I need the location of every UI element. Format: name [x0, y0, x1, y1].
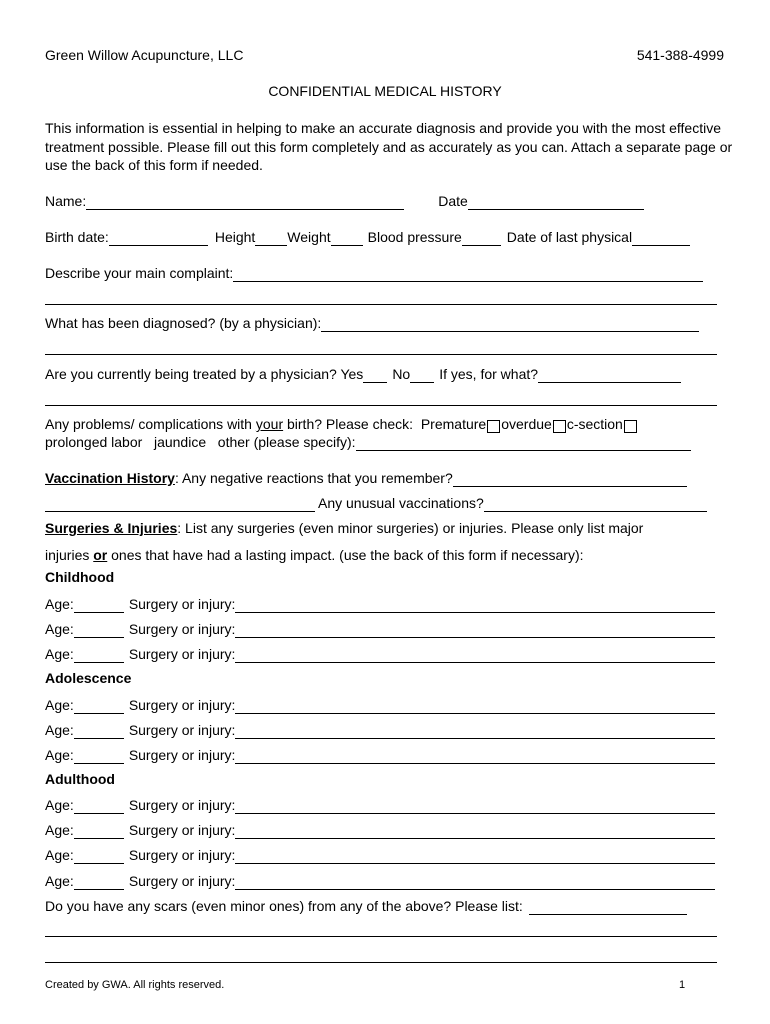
- overdue-checkbox[interactable]: [553, 420, 566, 433]
- age-field[interactable]: [74, 724, 124, 739]
- childhood-heading: Childhood: [45, 569, 115, 585]
- surgery-row: [45, 645, 715, 663]
- treated-no-label: No: [392, 366, 411, 382]
- weight-field[interactable]: [331, 231, 363, 246]
- surgeries-text-1: : List any surgeries (even minor surgeries) or injuries. Please only list major: [177, 520, 644, 536]
- surgery-label: Surgery or injury:: [128, 873, 236, 889]
- age-field[interactable]: [74, 799, 124, 814]
- surgery-label: Surgery or injury:: [128, 621, 236, 637]
- date-label: Date: [438, 193, 468, 209]
- complaint-row: [45, 264, 703, 282]
- surgery-field[interactable]: [235, 824, 715, 839]
- surgery-row: [45, 796, 715, 814]
- scars-field[interactable]: [529, 900, 687, 915]
- footer-credit: Created by GWA. All rights reserved.: [45, 979, 225, 991]
- age-field[interactable]: [74, 648, 124, 663]
- premature-checkbox[interactable]: [487, 420, 500, 433]
- vaccination-row-2: [45, 494, 707, 512]
- surgeries-intro-row-2: [45, 546, 584, 564]
- age-field[interactable]: [74, 849, 124, 864]
- treated-line-2[interactable]: [45, 405, 717, 406]
- treated-for-field[interactable]: [538, 368, 681, 383]
- surgery-label: Surgery or injury:: [128, 596, 236, 612]
- age-field[interactable]: [74, 699, 124, 714]
- blood-pressure-label: Blood pressure: [367, 229, 462, 245]
- scars-line-3[interactable]: [45, 962, 717, 963]
- vitals-row: [45, 228, 690, 246]
- surgery-field[interactable]: [235, 598, 715, 613]
- unusual-vaccinations-label: Any unusual vaccinations?: [318, 495, 484, 511]
- scars-label: Do you have any scars (even minor ones) from any of the above? Please list:: [45, 898, 523, 914]
- surgeries-text-2b: ones that have had a lasting impact. (use the back of this form if necessary):: [107, 547, 584, 563]
- last-physical-label: Date of last physical: [506, 229, 633, 245]
- name-label: Name:: [45, 193, 87, 209]
- age-label: Age:: [45, 873, 74, 889]
- vaccination-row: [45, 469, 687, 487]
- complaint-label: Describe your main complaint:: [45, 265, 234, 281]
- page-number: 1: [679, 979, 686, 991]
- date-field[interactable]: [468, 195, 644, 210]
- overdue-label: overdue: [501, 416, 552, 432]
- surgeries-intro-row: [45, 519, 643, 537]
- name-row: [45, 192, 644, 210]
- csection-label: c-section: [566, 416, 623, 432]
- surgeries-heading: Surgeries & Injuries: [45, 520, 178, 536]
- age-label: Age:: [45, 697, 74, 713]
- surgery-label: Surgery or injury:: [128, 797, 236, 813]
- vaccination-reactions-line-2[interactable]: [45, 497, 315, 512]
- birth-row-2: [45, 433, 691, 451]
- surgery-field[interactable]: [235, 849, 715, 864]
- complaint-line-2[interactable]: [45, 304, 717, 305]
- age-field[interactable]: [74, 875, 124, 890]
- surgery-row: [45, 721, 715, 739]
- surgery-label: Surgery or injury:: [128, 722, 236, 738]
- birth-prefix: Any problems/ complications with: [45, 416, 256, 432]
- age-label: Age:: [45, 822, 74, 838]
- age-field[interactable]: [74, 598, 124, 613]
- age-label: Age:: [45, 621, 74, 637]
- adolescence-heading: Adolescence: [45, 670, 132, 686]
- age-label: Age:: [45, 747, 74, 763]
- unusual-vaccinations-field[interactable]: [484, 497, 707, 512]
- surgery-field[interactable]: [235, 699, 715, 714]
- scars-row: [45, 897, 687, 915]
- complaint-field[interactable]: [233, 267, 703, 282]
- vaccination-question: : Any negative reactions that you remember?: [174, 470, 453, 486]
- birth-suffix: birth? Please check: Premature: [283, 416, 487, 432]
- birth-other-label: prolonged labor jaundice other (please specify):: [45, 434, 356, 450]
- surgery-row: [45, 821, 715, 839]
- surgery-field[interactable]: [235, 648, 715, 663]
- surgery-row: [45, 746, 715, 764]
- scars-line-2[interactable]: [45, 936, 717, 937]
- birth-row: [45, 415, 638, 433]
- surgery-row: [45, 846, 715, 864]
- surgery-field[interactable]: [235, 799, 715, 814]
- birth-date-label: Birth date:: [45, 229, 109, 245]
- birth-date-field[interactable]: [109, 231, 208, 246]
- age-label: Age:: [45, 847, 74, 863]
- vaccination-heading: Vaccination History: [45, 470, 175, 486]
- surgery-label: Surgery or injury:: [128, 646, 236, 662]
- surgery-label: Surgery or injury:: [128, 747, 236, 763]
- form-title: CONFIDENTIAL MEDICAL HISTORY: [268, 83, 502, 99]
- company-name: Green Willow Acupuncture, LLC: [45, 47, 244, 63]
- vaccination-reactions-field[interactable]: [453, 472, 687, 487]
- surgery-field[interactable]: [235, 875, 715, 890]
- birth-other-field[interactable]: [356, 436, 691, 451]
- diagnosed-row: [45, 314, 699, 332]
- csection-checkbox[interactable]: [624, 420, 637, 433]
- surgery-row: [45, 595, 715, 613]
- surgery-row: [45, 872, 715, 890]
- age-label: Age:: [45, 722, 74, 738]
- surgery-label: Surgery or injury:: [128, 822, 236, 838]
- company-phone: 541-388-4999: [636, 47, 724, 63]
- age-field[interactable]: [74, 749, 124, 764]
- surgery-field[interactable]: [235, 724, 715, 739]
- age-label: Age:: [45, 797, 74, 813]
- treated-row: [45, 365, 681, 383]
- treated-yes-field[interactable]: [363, 368, 387, 383]
- surgery-field[interactable]: [235, 623, 715, 638]
- treated-for-label: If yes, for what?: [439, 366, 539, 382]
- age-field[interactable]: [74, 824, 124, 839]
- blood-pressure-field[interactable]: [462, 231, 501, 246]
- treated-label: Are you currently being treated by a physician? Yes: [45, 366, 364, 382]
- intro-paragraph: This information is essential in helping to make an accurate diagnosis and provide you with the most effective treatment possible. Please fill out this form completely and as accurately as you can. Attach a separate page or use the back of this form if needed.: [45, 120, 733, 173]
- surgery-row: [45, 696, 715, 714]
- age-label: Age:: [45, 596, 74, 612]
- age-label: Age:: [45, 646, 74, 662]
- surgery-label: Surgery or injury:: [128, 847, 236, 863]
- height-label: Height: [214, 229, 256, 245]
- surgery-row: [45, 620, 715, 638]
- surgeries-text-2a: injuries: [45, 547, 94, 563]
- birth-your: your: [255, 416, 284, 432]
- name-field[interactable]: [86, 195, 404, 210]
- surgeries-or: or: [93, 547, 108, 563]
- diagnosed-field[interactable]: [321, 317, 699, 332]
- surgery-field[interactable]: [235, 749, 715, 764]
- surgery-label: Surgery or injury:: [128, 697, 236, 713]
- last-physical-field[interactable]: [632, 231, 690, 246]
- diagnosed-line-2[interactable]: [45, 354, 717, 355]
- diagnosed-label: What has been diagnosed? (by a physician):: [45, 315, 322, 331]
- treated-no-field[interactable]: [410, 368, 434, 383]
- weight-label: Weight: [287, 229, 331, 245]
- height-field[interactable]: [255, 231, 287, 246]
- age-field[interactable]: [74, 623, 124, 638]
- adulthood-heading: Adulthood: [45, 771, 115, 787]
